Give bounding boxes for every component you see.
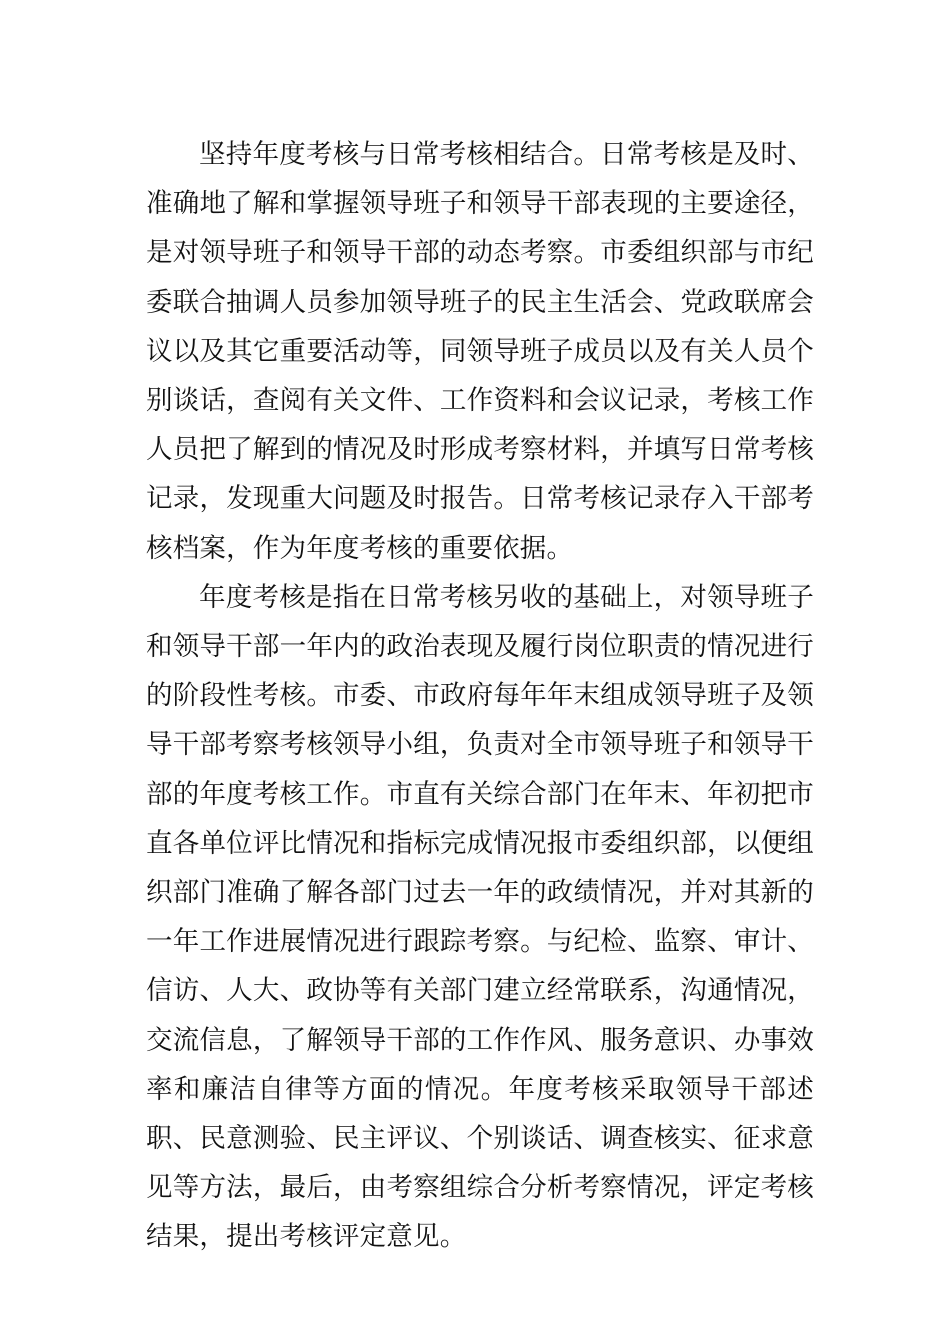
paragraph-annual-assessment: 年度考核是指在日常考核另收的基础上，对领导班子和领导干部一年内的政治表现及履行岗位职责的情况进行的阶段性考核。市委、市政府每年年末组成领导班子及领导干部考察考核领导小组，负责对全市领导班子和领导干部的年度考核工作。市直有关综合部门在年末、年初把市直各单位评比情况和指标完成情况报市委组织部，以便组织部门准确了解各部门过去一年的政绩情况，并对其新的一年工作进展情况进行跟踪考察。与纪检、监察、审计、信访、人大、政协等有关部门建立经常联系，沟通情况，交流信息，了解领导干部的工作作风、服务意识、办事效率和廉洁自律等方面的情况。年度考核采取领导干部述职、民意测验、民主评议、个别谈话、调查核实、征求意见等方法，最后，由考察组综合分析考察情况，评定考核结果，提出考核评定意见。 xyxy=(146,581,814,1253)
document-body xyxy=(146,130,814,1262)
paragraph-daily-assessment: 坚持年度考核与日常考核相结合。日常考核是及时、准确地了解和掌握领导班子和领导干部表现的主要途径，是对领导班子和领导干部的动态考察。市委组织部与市纪委联合抽调人员参加领导班子的民主生活会、党政联席会议以及其它重要活动等，同领导班子成员以及有关人员个别谈话，查阅有关文件、工作资料和会议记录，考核工作人员把了解到的情况及时形成考察材料，并填写日常考核记录，发现重大问题及时报告。日常考核记录存入干部考核档案，作为年度考核的重要依据。 xyxy=(146,139,814,564)
